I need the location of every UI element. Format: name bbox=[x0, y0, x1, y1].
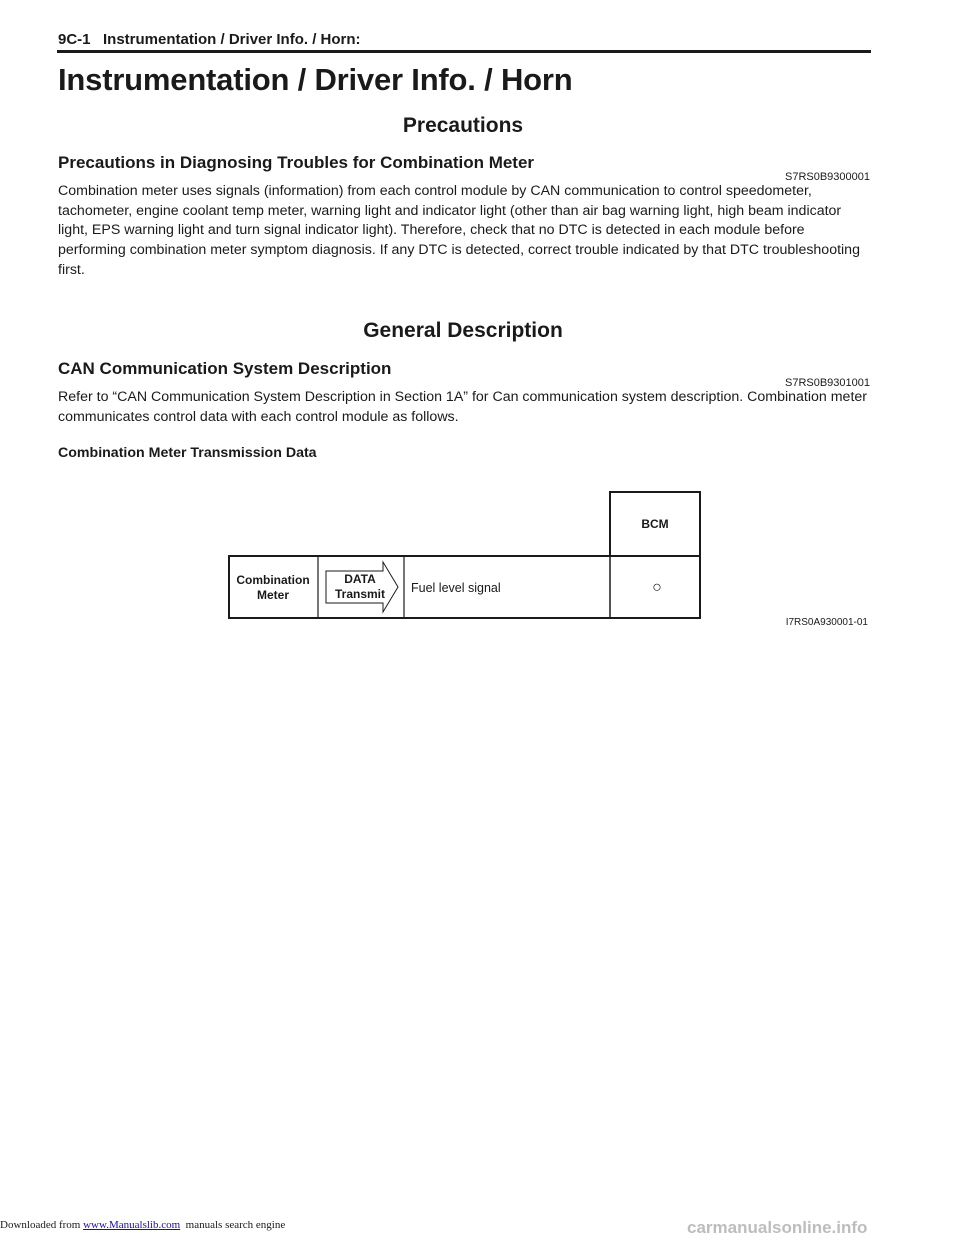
page-header: 9C-1 Instrumentation / Driver Info. / Horn: bbox=[58, 31, 361, 48]
bcm-receive-mark: ○ bbox=[652, 579, 662, 596]
figure-id: I7RS0A930001-01 bbox=[785, 617, 868, 628]
fuel-level-signal-label: Fuel level signal bbox=[411, 581, 501, 595]
combination-meter-label-line2: Meter bbox=[256, 588, 290, 602]
transmission-data-heading: Combination Meter Transmission Data bbox=[58, 445, 317, 461]
arrow-label-line2: Transmit bbox=[334, 587, 386, 601]
bcm-label: BCM bbox=[641, 517, 669, 531]
can-communication-body: Refer to “CAN Communication System Description in Section 1A” for Can communication system description. Combination meter communicates control data with each control module as follows. bbox=[58, 389, 867, 425]
watermark: carmanualsonline.info bbox=[687, 1218, 868, 1237]
chapter-title: Instrumentation / Driver Info. / Horn bbox=[58, 62, 573, 97]
precautions-title: Precautions bbox=[402, 114, 524, 137]
footer bbox=[0, 1219, 285, 1231]
precautions-code: S7RS0B9300001 bbox=[784, 171, 870, 183]
can-communication-code: S7RS0B9301001 bbox=[784, 377, 870, 389]
footer-suffix: manuals search engine bbox=[180, 1219, 286, 1231]
precautions-subtitle: Precautions in Diagnosing Troubles for Combination Meter bbox=[58, 153, 535, 172]
footer-prefix: Downloaded from bbox=[0, 1219, 84, 1231]
precautions-body: Combination meter uses signals (information) from each control module by CAN communication to control speedometer, tachometer, engine coolant temp meter, warning light and indicator light (other than air bag warning light, high beam indicator light, EPS warning light and turn signal indicator light). Therefore, check that no DTC is detected in each module before performing combination meter symptom diagnosis. If any DTC is detected, correct trouble indicated by that DTC troubleshooting first. bbox=[58, 183, 860, 278]
can-communication-subtitle: CAN Communication System Description bbox=[58, 359, 392, 378]
general-description-title: General Description bbox=[363, 319, 563, 342]
arrow-label-line1: DATA bbox=[344, 572, 376, 586]
manualslib-link[interactable]: www.Manualslib.com bbox=[83, 1219, 181, 1231]
combination-meter-label-line1: Combination bbox=[236, 573, 310, 587]
